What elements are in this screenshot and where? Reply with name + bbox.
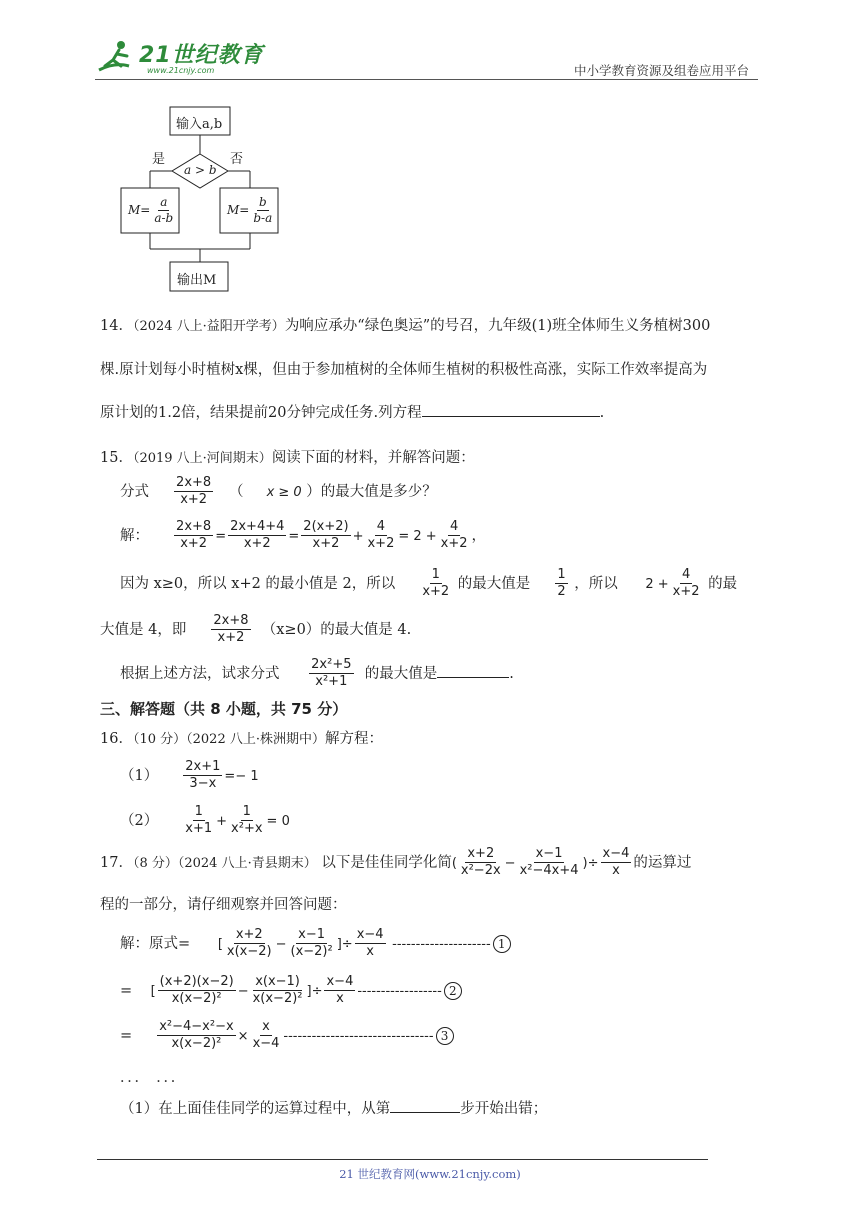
q14-line2: 棵.原计划每小时植树x棵，但由于参加植树的全体师生植树的积极性高涨，实际工作效率提高为 [100,362,708,378]
q15-line6: 根据上述方法，试求分式 $\frac{\text{2x²+5}}{\text{x²+1}}$ 的最大值是 . [120,657,514,690]
q14-line3: 原计划的1.2倍，结果提前20分钟完成任务.列方程 . [100,401,604,422]
q17-part1: （1）在上面佳佳同学的运算过程中，从第 步开始出错； [120,1097,547,1118]
q15-line2: 分式 $\frac{2x+8}{x+2}$ （ x ≥ 0 ）的最大值是多少？ [120,475,437,508]
q17-step2: = [ $\frac{(x+2)(x-2)}{\text{x(x−2)²}}$ − $\frac{x(x-1)}{\text{x(x−2)²}}$ ]÷ $\frac{x-4}{x}$ ------------------ 2 [120,975,462,1007]
header-right-text: 中小学教育资源及组卷应用平台 [574,63,750,78]
q16-part1: （1） $\frac{2x+1}{3-x}$ =− 1 [120,759,259,792]
q14-answer-blank[interactable] [422,402,600,417]
section-3-title: 三、解答题（共 8 小题，共 75 分） [100,700,348,718]
logo-url: www.21cnjy.com [147,66,215,75]
q16-line1: 16．（10 分）（2022 八上·株洲期中）解方程： [100,731,383,747]
q17-step1: 解：原式= [ $\frac{x+2}{x(x-2)}$ − $\frac{x-1}{\text{(x−2)²}}$ ]÷ $\frac{x-4}{x}$ --------------------- 1 [120,928,511,960]
flowchart [118,104,288,294]
q15-line5: 大值是 4，即 $\frac{2x+8}{x+2}$ （x≥0）的最大值是 4. [100,613,412,646]
q16-part2: （2） $\frac{1}{x+1}$ + $\frac{1}{\text{x²+x}}$ = 0 [120,804,290,837]
flow-right-box: M= $\frac{b}{b-a}$ [227,195,273,226]
q17-answer-blank[interactable] [390,1098,460,1113]
flow-condition: a > b [184,163,217,177]
q15-answer-blank[interactable] [437,663,509,678]
q17-dots: ．．． ．．． [120,1070,186,1086]
header-logo [95,36,265,78]
q17-line2: 程的一部分，请仔细观察并回答问题： [100,897,347,913]
q15-line4: 因为 x≥0，所以 x+2 的最小值是 2，所以 $\frac{1}{x+2}$ 的最大值是 $\frac{1}{2}$ ，所以 2 + $\frac{4}{x+2}$ 的最 [120,567,738,600]
footer-text: 21 世纪教育网(www.21cnjy.com) [339,1167,521,1181]
q17-step3: = $\frac{\text{x²−4−x²−x}}{\text{x(x−2)²}}$ × $\frac{x}{x-4}$ -------------------------------- 3 [120,1020,454,1052]
step-marker-1: 1 [493,935,511,953]
q15-line1: 15．（2019 八上·河间期末）阅读下面的材料，并解答问题： [100,450,475,466]
footer-rule [97,1159,708,1160]
flow-no: 否 [230,152,244,167]
step-marker-2: 2 [444,982,462,1000]
step-marker-3: 3 [436,1027,454,1045]
q15-solution: 解： $\frac{2x+8}{x+2}$ = $\frac{2x+4+4}{x+2}$ = $\frac{2(x+2)}{x+2}$ + $\frac{4}{x+2}$ = 2 + $\frac{4}{x+2}$ ， [120,519,487,552]
header-rule [95,79,758,80]
logo-text: 21世纪教育 [139,43,264,68]
flow-output: 输出M [177,273,217,288]
q14-line1: 14．（2024 八上·益阳开学考）为响应承办“绿色奥运”的号召，九年级(1)班全体师生义务植树300 [100,318,711,334]
q17-line1: 17．（8 分）（2024 八上·青县期末） 以下是佳佳同学化简( $\frac{x+2}{\text{x²−2x}}$ − $\frac{x-1}{\text{x²−4x+4}}$ )÷ $\frac{x-4}{x}$ 的运算过 [100,846,692,879]
flow-input: 输入a,b [176,117,223,132]
flow-left-box: M= $\frac{a}{a-b}$ [128,195,174,226]
flow-yes: 是 [152,152,166,167]
